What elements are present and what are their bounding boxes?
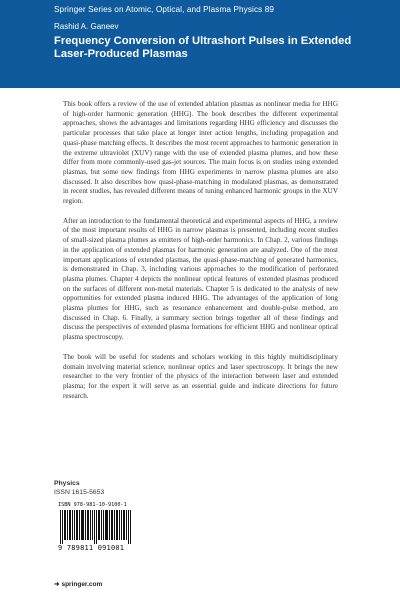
publication-info [54, 479, 204, 497]
barcode-icon [60, 510, 132, 544]
barcode-number: 9 789811 091001 [58, 544, 125, 552]
description-text [63, 100, 338, 411]
header-band [0, 0, 400, 88]
subject-label: Physics [54, 480, 80, 487]
issn-label: ISSN 1615-5653 [54, 489, 105, 496]
book-title: Frequency Conversion of Ultrashort Pulses in Extended Laser-Produced Plasmas [54, 35, 352, 60]
paragraph-3: The book will be useful for students and scholars working in this highly multidisciplinary domain involving material science, nonlinear optics and laser spectroscopy. It brings the new researcher to the very frontier of the physics of the interaction between laser and extended plasma; for the expert it will serve as an essential guide and indicate directions for future research. [63, 352, 338, 400]
isbn-label: ISBN 978-981-10-9100-1 [58, 502, 127, 508]
author-name: Rashid A. Ganeev [54, 22, 119, 31]
publisher-link[interactable] [54, 580, 102, 588]
paragraph-1: This book offers a review of the use of extended ablation plasmas as nonlinear media for HHG of high-order harmonic generation (HHG). The book describes the different experimental approaches, shows the advantages and limitations regarding HHG efficiency and discusses the particular processes that take place at longer inter action lengths, including propagation and quasi-phase matching effects. It describes the most recent approaches to harmonic generation in the extreme ultraviolet (XUV) range with the use of extended plasma plumes, and how these differ from more commonly-used gas-jet sources. The main focus is on studies using extended plasmas, but some new findings from HHG experiments in narrow plasma plumes are also discussed. It also describes how quasi-phase-matching in modulated plasmas, as demonstrated in recent studies, has revealed different means of tuning enhanced harmonic groups in the XUV region. [63, 100, 338, 206]
isbn-barcode [58, 500, 134, 580]
paragraph-2: After an introduction to the fundamental theoretical and experimental aspects of HHG, a review of the most important results of HHG in narrow plasmas is presented, including recent studies of small-sized plasma plumes as emitters of high-order harmonics. In Chap. 2, various findings in the application of extended plasmas for harmonic generation are analyzed. One of the most important applications of extended plasmas, the quasi-phase-matching of generated harmonics, is demonstrated in Chap. 3, including various approaches to the modification of perforated plasma plumes. Chapter 4 depicts the nonlinear optical features of extended plasmas produced on the surfaces of different non-metal materials. Chapter 5 is dedicated to the analysis of new opportunities for extended plasma induced HHG. The advantages of the application of long plasma plumes for HHG, such as resonance enhancement and double-pulse method, are discussed in Chap. 6. Finally, a summary section brings together all of these findings and discuss the perspectives of extended plasma formations for efficient HHG and nonlinear optical plasma spectroscopy. [63, 216, 338, 342]
publisher-url: springer.com [61, 581, 103, 588]
arrow-right-icon: ➜ [54, 581, 60, 588]
series-name: Springer Series on Atomic, Optical, and Plasma Physics 89 [54, 5, 275, 14]
